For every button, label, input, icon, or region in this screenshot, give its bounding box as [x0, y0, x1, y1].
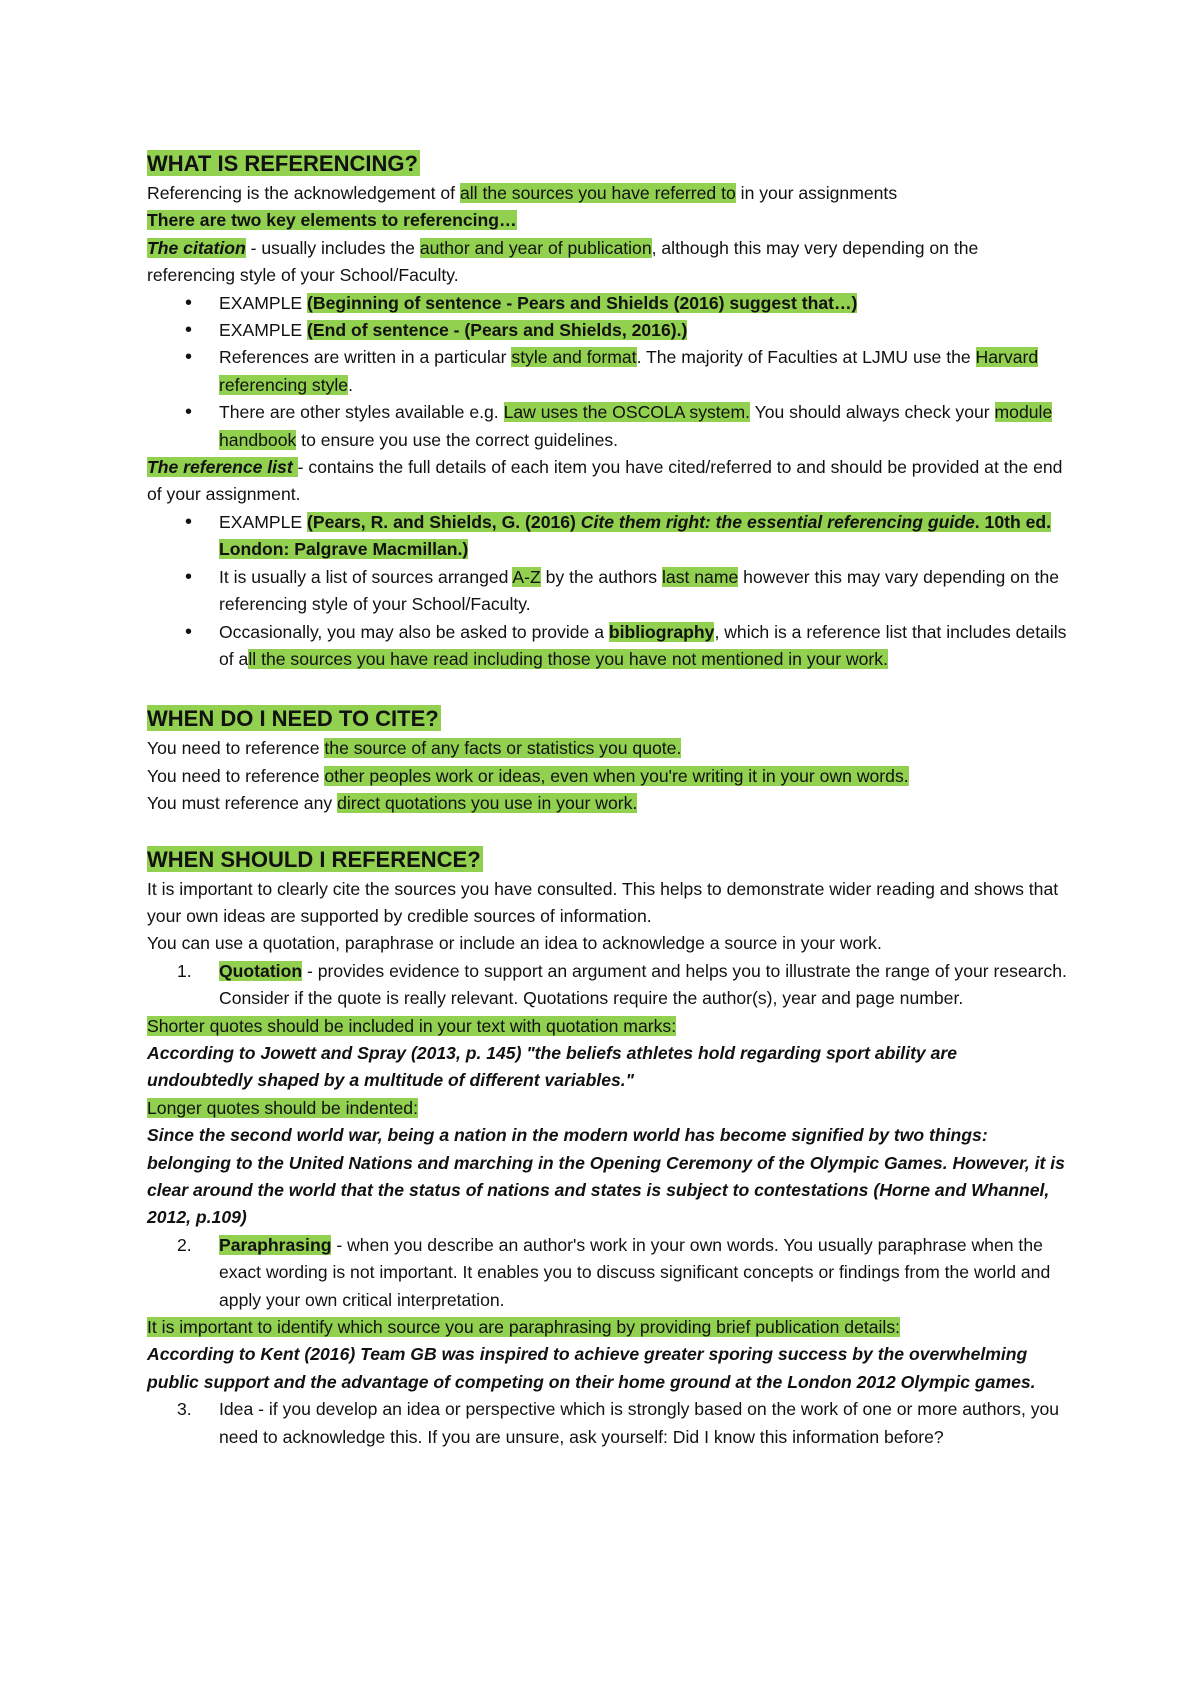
list-item: • Occasionally, you may also be asked to provide a bibliography, which is a reference list that includes details of all the sources you have read including those you have not mentioned in your work.	[147, 619, 1067, 674]
paragraph-short-quote-label: Shorter quotes should be included in your text with quotation marks:	[147, 1015, 677, 1036]
methods-numbered-list	[147, 958, 1067, 1013]
list-item: • There are other styles available e.g. Law uses the OSCOLA system. You should always check your module handbook to ensure you use the correct guidelines.	[147, 399, 1067, 454]
citation-bullet-list	[147, 290, 1067, 454]
paragraph-line: You must reference any direct quotations you use in your work.	[147, 793, 638, 814]
paragraph-paraphrase-label: It is important to identify which source you are paraphrasing by providing brief publication details:	[147, 1317, 901, 1338]
list-item: • It is usually a list of sources arranged A-Z by the authors last name however this may vary depending on the referencing style of your School/Faculty.	[147, 564, 1067, 619]
methods-numbered-list	[147, 1232, 1067, 1314]
section-spacer	[147, 818, 1067, 844]
list-item-paraphrasing: 2. Paraphrasing - when you describe an author's work in your own words. You usually paraphrase when the exact wording is not important. It enables you to discuss significant concepts or findings from the world and apply your own critical interpretation.	[177, 1234, 1051, 1310]
paragraph-methods: You can use a quotation, paraphrase or include an idea to acknowledge a source in your work.	[147, 933, 882, 954]
paragraph-citation: The citation - usually includes the author and year of publication, although this may very depending on the referencing style of your School/Faculty.	[147, 237, 979, 286]
paragraph-long-quote-label: Longer quotes should be indented:	[147, 1097, 418, 1118]
example-paraphrase: According to Kent (2016) Team GB was inspired to achieve greater sporing success by the overwhelming public support and the advantage of competing on their home ground at the London 2012 Olympic games.	[147, 1344, 1036, 1392]
list-item: • EXAMPLE (Beginning of sentence - Pears and Shields (2016) suggest that…)	[147, 290, 1067, 317]
document-page	[147, 148, 1067, 1451]
example-long-quote: Since the second world war, being a nation in the modern world has become signified by two things: belonging to the United Nations and marching in the Opening Ceremony of the Olympic Games. However, it is clear around the world that the status of nations and states is subject to contestations (Horne and Whannel, 2012, p.109)	[147, 1125, 1065, 1228]
paragraph-line: You need to reference other peoples work or ideas, even when you're writing it in your own words.	[147, 765, 909, 786]
list-item-quotation: 1. Quotation - provides evidence to support an argument and helps you to illustrate the range of your research. Consider if the quote is really relevant. Quotations require the author(s), year and page number.	[177, 960, 1067, 1009]
example-short-quote: According to Jowett and Spray (2013, p. 145) "the beliefs athletes hold regarding sport ability are undoubtedly shaped by a multitude of different variables."	[147, 1042, 958, 1091]
reference-list-bullet-list	[147, 509, 1067, 673]
list-item-idea: 3. Idea - if you develop an idea or perspective which is strongly based on the work of one or more authors, you need to acknowledge this. If you are unsure, ask yourself: Did I know this information before?	[177, 1399, 1060, 1447]
paragraph-two-elements: There are two key elements to referencing…	[147, 210, 517, 231]
heading-when-do-i-need-to-cite: WHEN DO I NEED TO CITE?	[147, 706, 439, 732]
paragraph-definition: Referencing is the acknowledgement of all the sources you have referred to in your assignments	[147, 183, 898, 203]
heading-what-is-referencing: WHAT IS REFERENCING?	[147, 151, 418, 176]
heading-when-should-i-reference: WHEN SHOULD I REFERENCE?	[147, 846, 481, 872]
paragraph-reference-list: The reference list - contains the full details of each item you have cited/referred to and should be provided at the end of your assignment.	[147, 457, 1063, 505]
paragraph-line: You need to reference the source of any facts or statistics you quote.	[147, 738, 682, 759]
paragraph-intro: It is important to clearly cite the sources you have consulted. This helps to demonstrate wider reading and shows that your own ideas are supported by credible sources of information.	[147, 878, 1059, 926]
list-item: • EXAMPLE (Pears, R. and Shields, G. (2016) Cite them right: the essential referencing guide. 10th ed. London: Palgrave Macmillan.)	[147, 509, 1067, 564]
list-item: • References are written in a particular style and format. The majority of Faculties at LJMU use the Harvard referencing style.	[147, 344, 1067, 399]
section-spacer	[147, 673, 1067, 703]
list-item: • EXAMPLE (End of sentence - (Pears and Shields, 2016).)	[147, 317, 1067, 344]
methods-numbered-list	[147, 1396, 1067, 1451]
